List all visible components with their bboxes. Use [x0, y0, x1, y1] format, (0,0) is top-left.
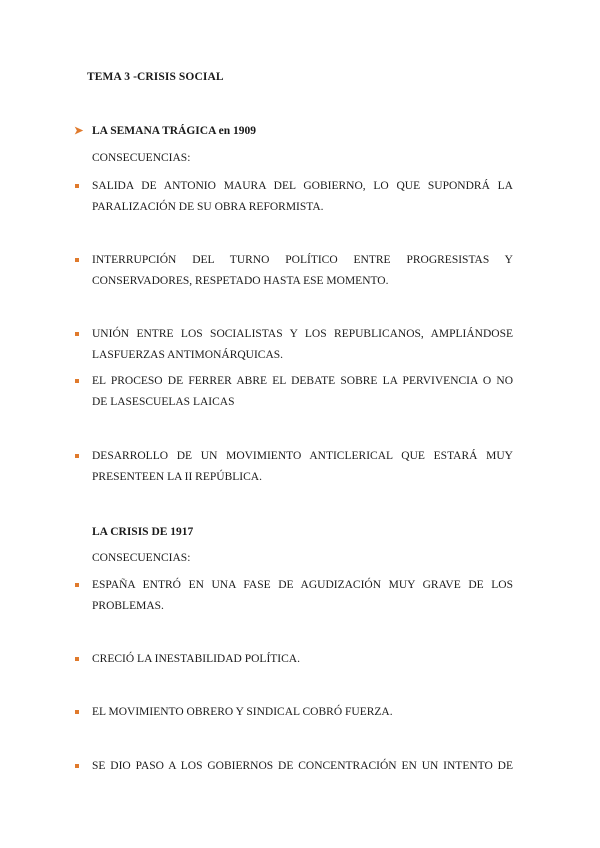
list-item [92, 324, 513, 366]
bullet-icon [75, 710, 79, 714]
list-item-line: PRESENTEEN LA II REPÚBLICA. [92, 471, 262, 483]
list-item-line: SALIDA DE ANTONIO MAURA DEL GOBIERNO, LO QUE SUPONDRÁ LA [92, 180, 513, 192]
bullet-icon [75, 657, 79, 661]
list-item [92, 575, 513, 617]
bullet-icon [75, 184, 79, 188]
list-item-line: ESPAÑA ENTRÓ EN UNA FASE DE AGUDIZACIÓN MUY GRAVE DE LOS [92, 579, 513, 591]
list-item-line: PROBLEMAS. [92, 600, 164, 612]
list-item [92, 702, 513, 723]
list-item-line: SE DIO PASO A LOS GOBIERNOS DE CONCENTRACIÓN EN UN INTENTO DE [92, 760, 513, 772]
consequences-label: CONSECUENCIAS: [92, 552, 191, 564]
list-item [92, 756, 513, 777]
bullet-icon [75, 332, 79, 336]
arrow-right-icon: ➤ [74, 125, 84, 137]
bullet-icon [75, 258, 79, 262]
bullet-icon [75, 583, 79, 587]
section-heading-crisis-1917: LA CRISIS DE 1917 [92, 526, 194, 538]
consequences-label: CONSECUENCIAS: [92, 152, 191, 164]
bullet-icon [75, 379, 79, 383]
list-item [92, 250, 513, 292]
list-item-line: LASFUERZAS ANTIMONÁRQUICAS. [92, 349, 284, 361]
document-title: TEMA 3 -CRISIS SOCIAL [87, 71, 224, 83]
bullet-icon [75, 454, 79, 458]
list-item-line: DESARROLLO DE UN MOVIMIENTO ANTICLERICAL QUE ESTARÁ MUY [92, 450, 513, 462]
list-item-line: EL MOVIMIENTO OBRERO Y SINDICAL COBRÓ FUERZA. [92, 706, 393, 718]
list-item [92, 649, 513, 670]
list-item-line: INTERRUPCIÓN DEL TURNO POLÍTICO ENTRE PROGRESISTAS Y [92, 254, 513, 266]
list-item [92, 176, 513, 218]
list-item [92, 371, 513, 413]
bullet-icon [75, 764, 79, 768]
list-item-line: CONSERVADORES, RESPETADO HASTA ESE MOMENTO. [92, 275, 389, 287]
section-heading-semana-tragica: LA SEMANA TRÁGICA en 1909 [92, 125, 257, 137]
list-item [92, 446, 513, 488]
list-item-line: CRECIÓ LA INESTABILIDAD POLÍTICA. [92, 653, 300, 665]
list-item-line: UNIÓN ENTRE LOS SOCIALISTAS Y LOS REPUBLICANOS, AMPLIÁNDOSE [92, 328, 513, 340]
list-item-line: EL PROCESO DE FERRER ABRE EL DEBATE SOBRE LA PERVIVENCIA O NO [92, 375, 513, 387]
list-item-line: PARALIZACIÓN DE SU OBRA REFORMISTA. [92, 201, 324, 213]
list-item-line: DE LASESCUELAS LAICAS [92, 396, 235, 408]
